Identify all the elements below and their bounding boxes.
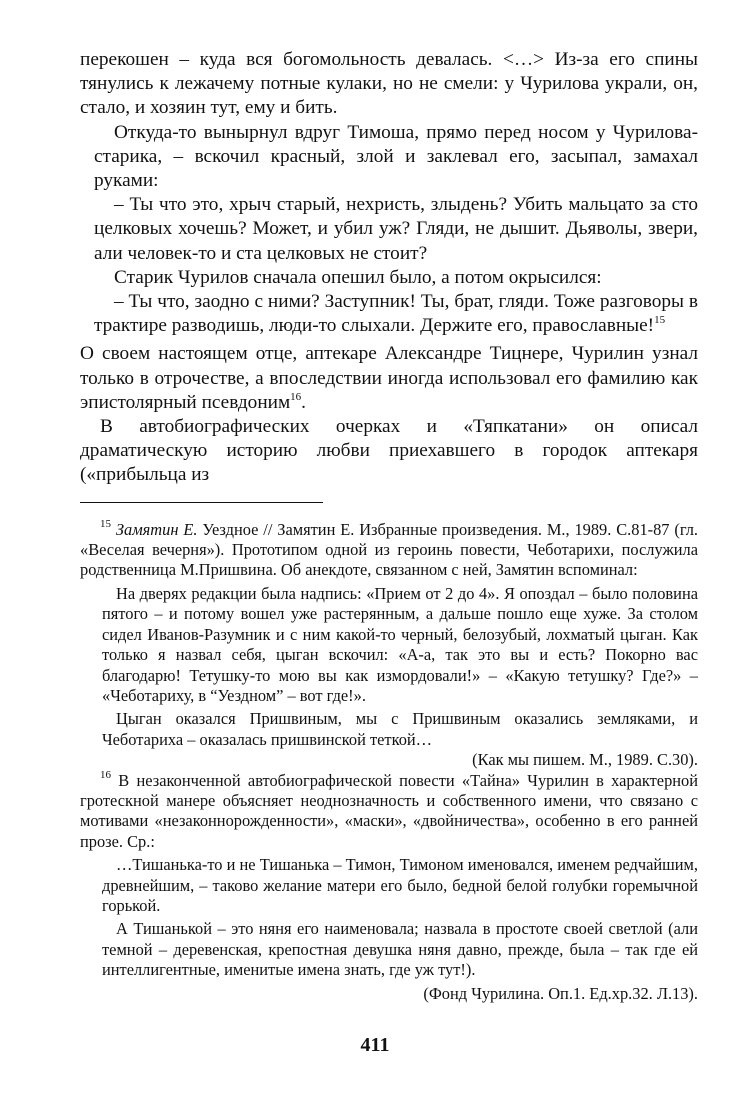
footnote-16-quote-2: А Тишанькой – это няня его наименовала; назвала в простоте своей светлой (али темной – деревенская, крепостная девушка няня давно, прежде, была – так где ей интеллигентные, именитые имена знать, где уж тут!). [102, 919, 698, 980]
quoted-passage [80, 121, 698, 339]
footnote-16-quote-1: …Тишанька-то и не Тишанька – Тимон, Тимоном именовался, именем редчайшим, древнейшим, – таково желание матери его было, бедной белой голубки горемычной горькой. [102, 855, 698, 915]
footnote-16 [80, 768, 698, 853]
footnote-ref-15[interactable]: 15 [654, 314, 666, 327]
footnote-16-source: (Фонд Чурилина. Оп.1. Ед.хр.32. Л.13). [423, 983, 698, 1003]
footnote-15 [80, 517, 699, 581]
paragraph-4: Старик Чурилов сначала опешил было, а потом окрысился: [114, 266, 602, 288]
footnote-divider [80, 502, 323, 503]
footnote-15-quote-1: На дверях редакции была надпись: «Прием от 2 до 4». Я опоздал – было половина пятого – и потому вошел уже растерянным, а дальше пошло еще хуже. За столом сидел Иванов-Разумник и с ним какой-то черный, белозубый, лохматый цыган. Как только я назвал себя, цыган вскочил: «А-а, так это вы и есть? Покорно вас благодарю! Тетушку-то мою вы как измордовали!» – «Какую тетушку? Где?» – «Чеботариху, в “Уездном” – вот где!». [102, 583, 698, 705]
footnote-15-quote-2: Цыган оказался Пришвиным, мы с Пришвиным оказались земляками, и Чеботариха – оказалась пришвинской теткой… [102, 709, 698, 749]
page-body [80, 48, 698, 1004]
paragraph-5-text: – Ты что, заодно с ними? Заступник! Ты, брат, гляди. Тоже разговоры в трактире разводишь, люди-то слыхали. Держите его, православные! [94, 291, 698, 337]
paragraph-6-end: . [301, 391, 306, 413]
paragraph-6 [80, 342, 698, 415]
footnote-15-number: 15 [100, 517, 111, 530]
paragraph-7: В автобиографических очерках и «Тяпкатани» он описал драматическую историю любви приехавшего в городок аптекаря («прибыльца из [80, 416, 698, 486]
footnote-15-source: (Как мы пишем. М., 1989. С.30). [472, 750, 698, 770]
paragraph-6-text: О своем настоящем отце, аптекаре Александре Тицнере, Чурилин узнал только в отрочестве, а впоследствии иногда использовал его фамилию как эпистолярный псевдоним [80, 343, 698, 413]
footnote-15-quote [80, 584, 698, 771]
footnotes [80, 517, 699, 1004]
footnote-16-text: В незаконченной автобиографической повести «Тайна» Чурилин в характерной гротескной манере объясняет неоднозначность и собственного имени, что связано с мотивами «незаконнорожденности», «маски», «двойничества», особенно в его ранней прозе. Ср.: [80, 770, 698, 851]
page-number: 411 [360, 1034, 390, 1056]
footnote-15-text: Уездное // Замятин Е. Избранные произведения. М., 1989. С.81-87 (гл. «Веселая вечерня»). Прототипом одной из героинь повести, Чеботарихи, послужила родственница М.Пришвина. Об анекдоте, связанном с ней, Замятин вспоминал: [80, 519, 699, 580]
footnote-16-quote [80, 855, 698, 1004]
paragraph-5 [94, 290, 698, 338]
paragraph-1: перекошен – куда вся богомольность девалась. <…> Из-за его спины тянулись к лежачему потные кулаки, но не смели: у Чурилова украли, он, стало, и хозяин тут, ему и бить. [80, 49, 698, 119]
footnote-16-number: 16 [100, 768, 111, 781]
footnote-ref-16[interactable]: 16 [290, 390, 302, 403]
paragraph-2: Откуда-то вынырнул вдруг Тимоша, прямо перед носом у Чурилова-старика, – вскочил красный, злой и заклевал его, засыпал, замахал руками: [94, 121, 698, 192]
footnote-15-author: Замятин Е. [115, 519, 198, 539]
paragraph-3: – Ты что это, хрыч старый, нехристь, злыдень? Убить мальцато за сто целковых хочешь? Может, и убил уж? Гляди, не дышит. Дьяволы, звери, али человек-то и ста целковых не стоит? [94, 194, 698, 264]
main-text [80, 48, 698, 488]
